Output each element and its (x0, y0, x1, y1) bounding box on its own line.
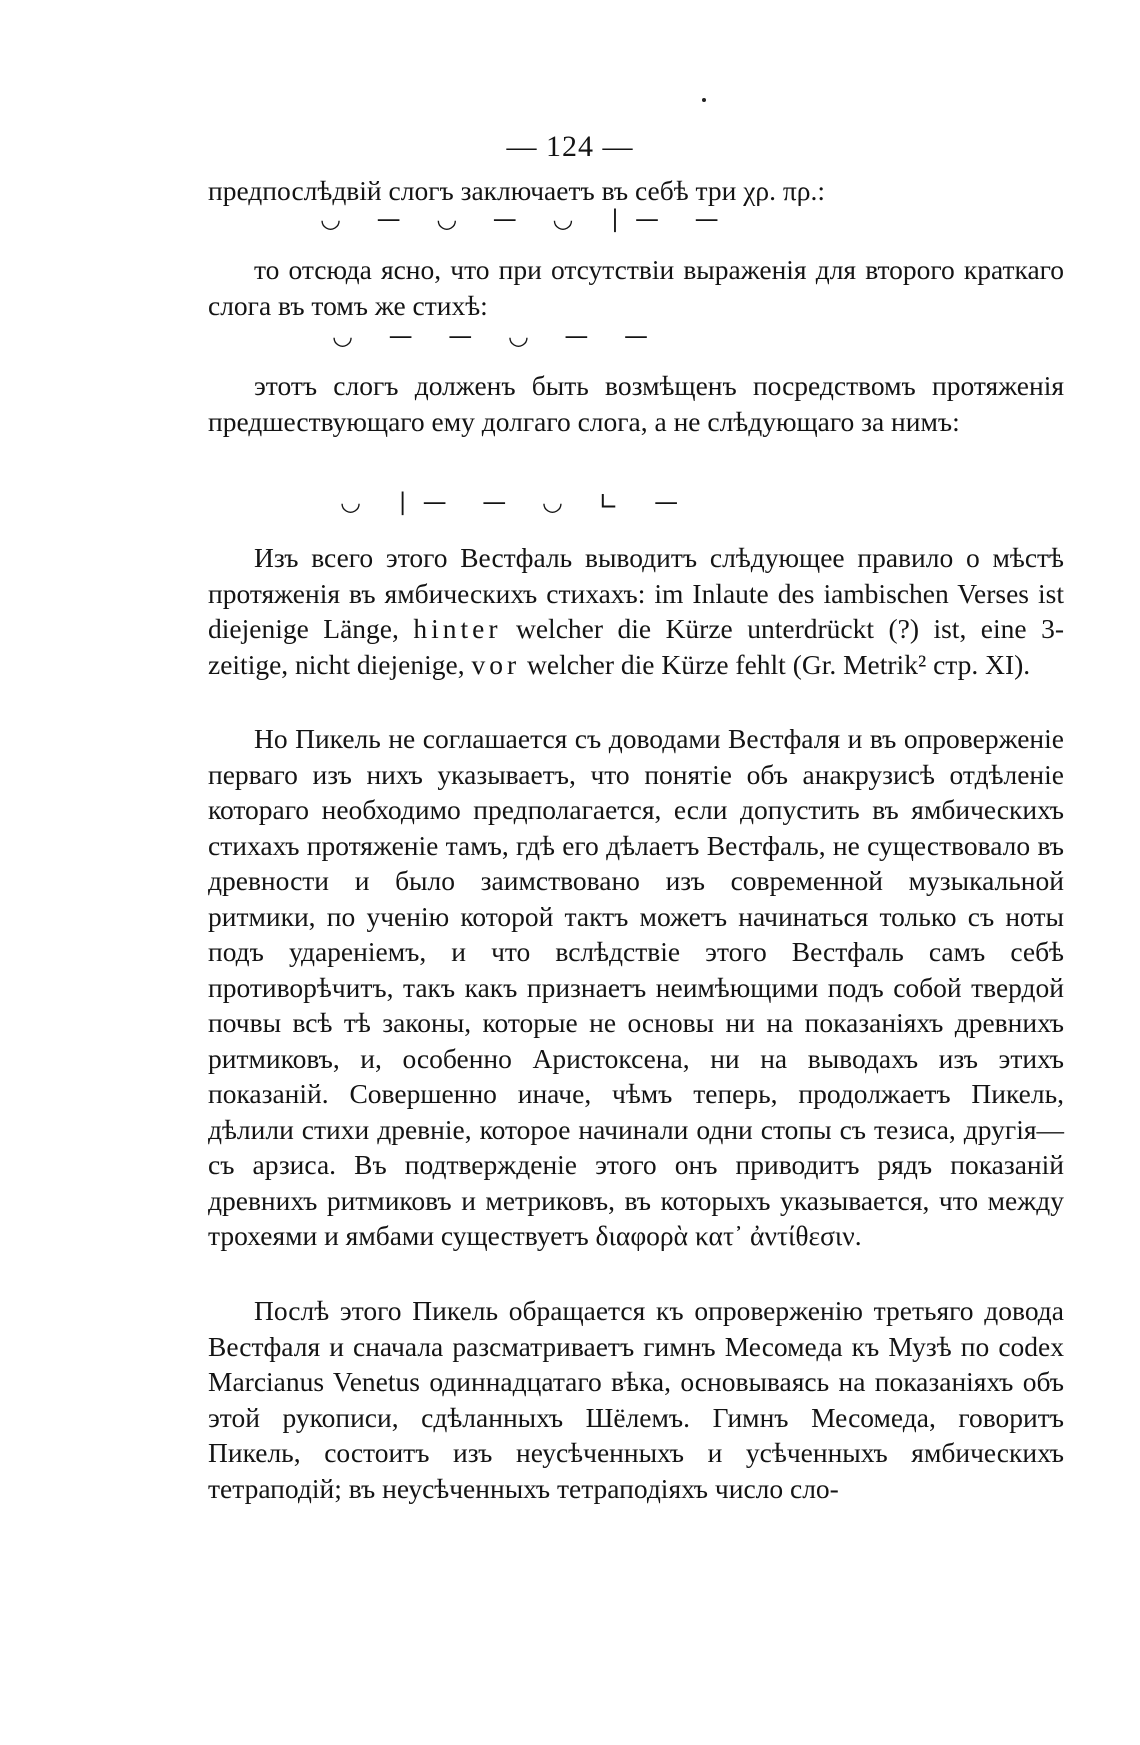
metrical-schema-1: ◡ — ◡ — ◡ ∣— — (320, 205, 733, 233)
paragraph-3-part-e: welcher die Kürze fehlt (Gr. Metrik² стр. XI). (527, 648, 1031, 680)
paragraph-1: то отсюда ясно, что при отсутствіи выраженія для второго краткаго слога въ томъ же стихѣ: (208, 254, 1064, 321)
print-speck (702, 98, 706, 102)
paragraph-3-part-c: welcher die Kürze unterdrückt (?) ist, eine 3-zeitige, nicht diejenige, (208, 613, 1064, 680)
paragraph-3-emphasis-vor: vor (471, 648, 521, 680)
page-number: — 124 — (506, 130, 634, 163)
paragraph-4: Но Пикель не соглашается съ доводами Вестфаля и въ опроверженіе перваго изъ нихъ указываетъ, что понятіе объ анакрузисѣ отдѣленіе котораго необходимо предполагается, если допустить въ ямбическихъ стихахъ протяженіе тамъ, гдѣ его дѣлаетъ Вестфаль, не существовало въ древности и было заимствовано изъ современной музыкальной ритмики, по ученію которой тактъ можетъ начинаться только съ ноты подъ удареніемъ, и что вслѣдствіе этого Вестфаль самъ себѣ противорѣчитъ, такъ какъ признаетъ неимѣющими подъ собой твердой почвы всѣ тѣ законы, которые не основы ни на показаніяхъ древнихъ ритмиковъ, и, особенно Аристоксена, ни на выводахъ изъ этихъ показаній. Совершенно иначе, чѣмъ теперь, продолжаетъ Пикель, дѣлили стихи древніе, которое начинали одни стопы съ тезиса, другія—съ арзиса. Въ подтвержденіе этого онъ приводитъ рядъ показаній древнихъ ритмиковъ и метриковъ, въ которыхъ указывается, что между трохеями и ямбами существуетъ διαφορὰ κατ᾽ ἀντίθεσιν. (208, 723, 1064, 1251)
paragraph-3-emphasis-hinter: hinter (413, 613, 502, 644)
paragraph-3 (208, 540, 1064, 682)
paragraph-2: этотъ слогъ долженъ быть возмѣщенъ посредствомъ протяженія предшествующаго ему долгаго слога, а не слѣдующаго за нимъ: (208, 370, 1064, 437)
paragraph-3-part-a: Изъ всего этого Вестфаль выводитъ слѣдующее правило о мѣстѣ протяженія въ ямбическихъ стихахъ: im Inlaute des iambischen Verses ist diejenige Länge, (208, 542, 1064, 644)
paragraph-5: Послѣ этого Пикель обращается къ опроверженію третьяго довода Вестфаля и сначала разсматриваетъ гимнъ Месомеда къ Музѣ по codex Marcianus Venetus одиннадцатаго вѣка, основываясь на показаніяхъ объ этой рукописи, сдѣланныхъ Шёлемъ. Гимнъ Месомеда, говоритъ Пикель, состоитъ изъ неусѣченныхъ и усѣченныхъ ямбическихъ тетраподій; въ неусѣченныхъ тетраподіяхъ число сло- (208, 1295, 1064, 1504)
metrical-schema-3: ◡ ∣— — ◡ ∟ — (340, 488, 693, 516)
metrical-schema-2: ◡ — — ◡ — — (332, 322, 663, 350)
text-line-1: предпослѣдвій слогъ заключаетъ въ себѣ три χρ. πρ.: (208, 175, 826, 206)
